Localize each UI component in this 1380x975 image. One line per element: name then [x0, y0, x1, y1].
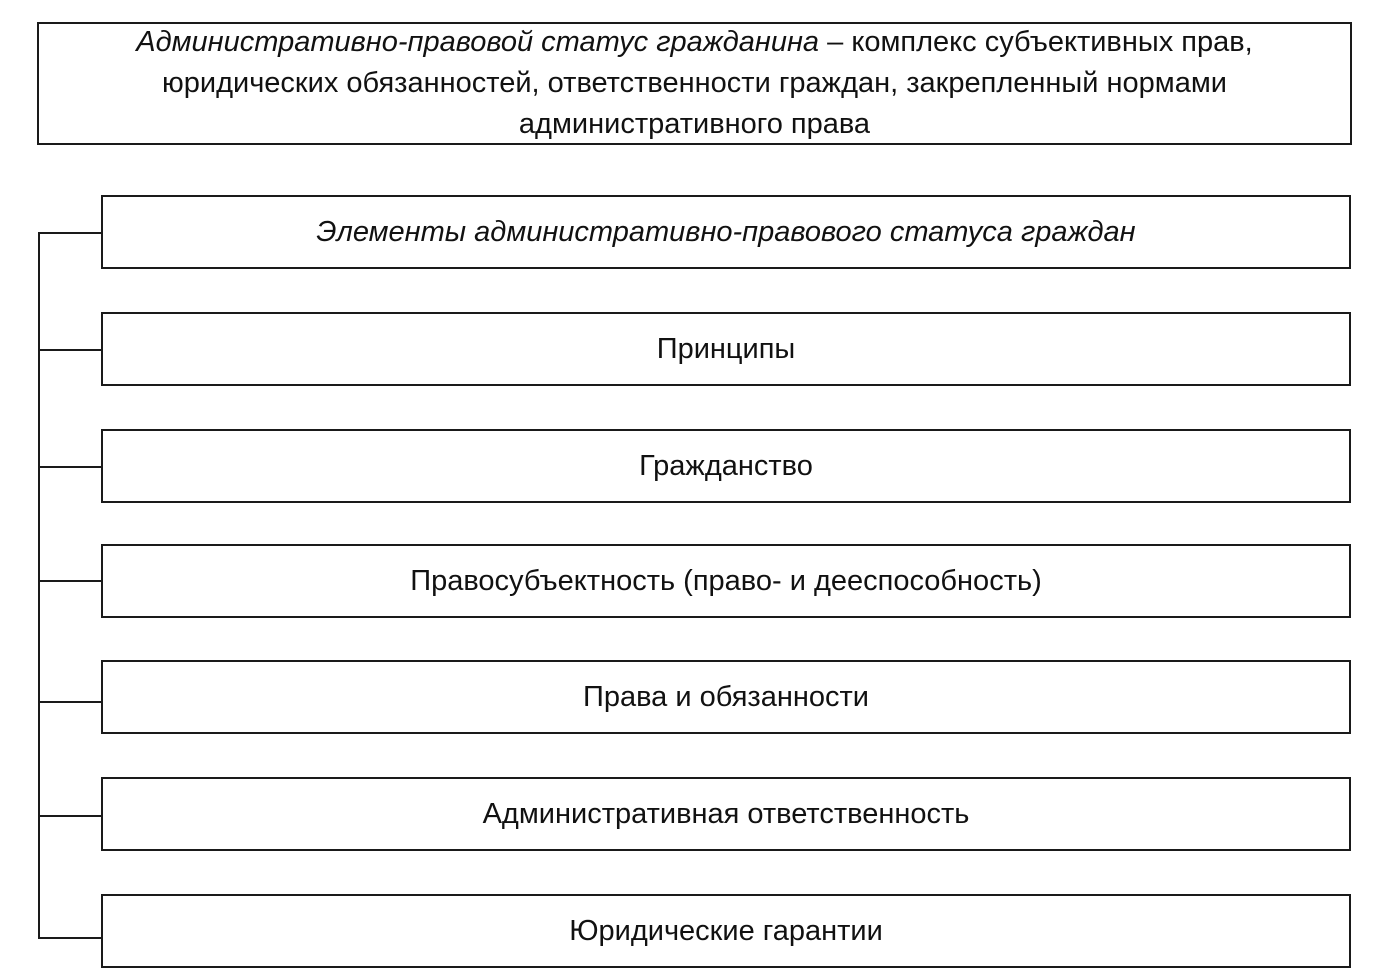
element-box-rights-duties — [101, 660, 1351, 734]
tree-connector-item-6 — [38, 937, 102, 939]
element-box-legal-capacity — [101, 544, 1351, 618]
tree-connector-item-5 — [38, 815, 102, 817]
definition-box — [37, 22, 1352, 145]
element-box-citizenship — [101, 429, 1351, 503]
element-box-legal-guarantees — [101, 894, 1351, 968]
element-label: Права и обязанности — [583, 680, 869, 713]
element-box-admin-liability — [101, 777, 1351, 851]
tree-connector-item-4 — [38, 701, 102, 703]
definition-dash: – — [819, 26, 852, 58]
definition-text — [57, 22, 1332, 145]
element-label: Правосубъектность (право- и дееспособность) — [410, 564, 1042, 597]
tree-connector-item-3 — [38, 580, 102, 582]
element-label: Юридические гарантии — [569, 914, 883, 947]
element-label: Гражданство — [639, 449, 813, 482]
definition-term: Административно-правовой статус гражданина — [136, 26, 820, 58]
tree-connector-header — [38, 232, 102, 234]
tree-connector-vertical — [38, 232, 40, 939]
definition-body: комплекс субъективных прав, юридических обязанностей, ответственности граждан, закрепленный нормами административного права — [162, 26, 1253, 140]
element-label: Принципы — [656, 332, 796, 365]
element-box-principles — [101, 312, 1351, 386]
tree-connector-item-2 — [38, 466, 102, 468]
element-label: Административная ответственность — [482, 797, 970, 830]
elements-header-box — [101, 195, 1351, 269]
tree-connector-item-1 — [38, 349, 102, 351]
elements-header-label: Элементы административно-правового статуса граждан — [316, 215, 1136, 248]
